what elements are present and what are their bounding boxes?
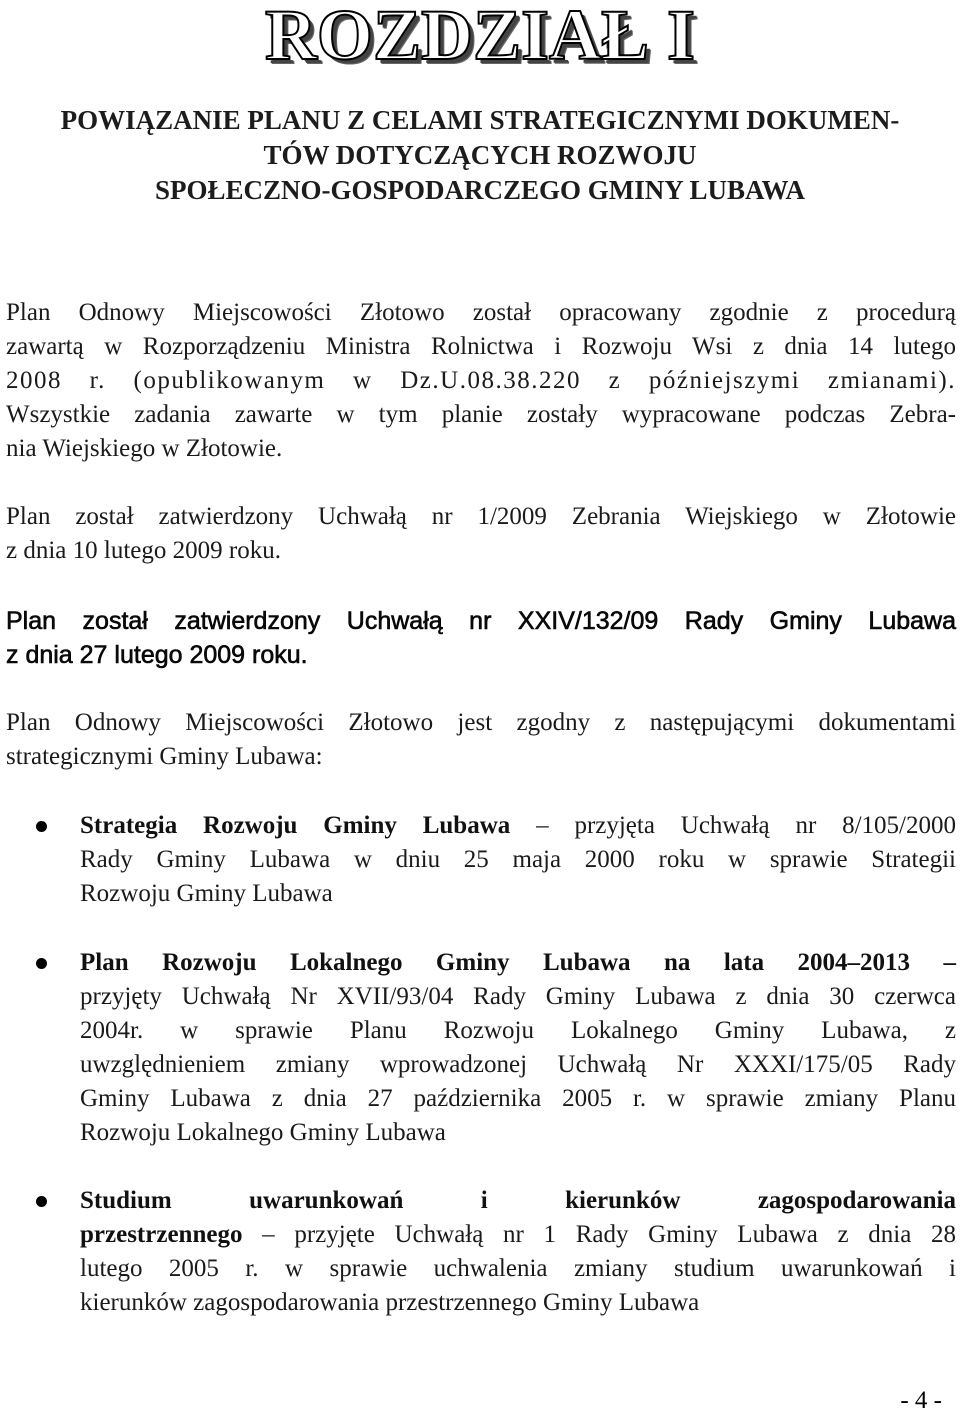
text-line: Plan został zatwierdzony Uchwałą nr XXIV/132/09 Rady Gminy Lubawa bbox=[6, 607, 956, 635]
text-line: przyjęty Uchwałą Nr XVII/93/04 Rady Gminy Lubawa z dnia 30 czerwca bbox=[80, 983, 956, 1010]
list-item-local-plan bbox=[80, 946, 956, 1150]
text-line: Plan Odnowy Miejscowości Złotowo został opracowany zgodnie z procedurą bbox=[6, 299, 956, 326]
page-number: - 4 - bbox=[900, 1387, 942, 1414]
subtitle-line: POWIĄZANIE PLANU Z CELAMI STRATEGICZNYMI DOKUMEN- bbox=[60, 105, 900, 135]
text-line: lutego 2005 r. w sprawie uchwalenia zmiany studium uwarunkowań i bbox=[80, 1255, 956, 1282]
text-line: strategicznymi Gminy Lubawa: bbox=[6, 743, 323, 770]
text-fragment: – przyjęta Uchwałą nr 8/105/2000 bbox=[536, 812, 956, 839]
text-line: Rady Gminy Lubawa w dniu 25 maja 2000 roku w sprawie Strategii bbox=[80, 846, 956, 873]
text-line: z dnia 27 lutego 2009 roku. bbox=[6, 641, 308, 669]
text-fragment: – przyjęte Uchwałą nr 1 Rady Gminy Lubawa z dnia 28 bbox=[262, 1221, 957, 1248]
document-name: Strategia Rozwoju Gminy Lubawa bbox=[80, 812, 511, 839]
text-line: Wszystkie zadania zawarte w tym planie zostały wypracowane podczas Zebra- bbox=[6, 401, 956, 428]
text-line: 2004r. w sprawie Planu Rozwoju Lokalnego Gminy Lubawa, z bbox=[80, 1017, 956, 1044]
text-line: Rozwoju Lokalnego Gminy Lubawa bbox=[80, 1119, 446, 1146]
paragraph-council-resolution bbox=[6, 604, 956, 672]
document-name: Plan Rozwoju Lokalnego Gminy Lubawa na lata 2004–2013 – bbox=[80, 949, 956, 976]
text-line: uwzględnieniem zmiany wprowadzonej Uchwałą Nr XXXI/175/05 Rady bbox=[80, 1051, 956, 1078]
section-subtitle bbox=[0, 103, 960, 208]
chapter-title: ROZDZIAŁ I bbox=[264, 0, 696, 75]
text-line: 2008 r. (opublikowanym w Dz.U.08.38.220 z późniejszymi zmianami). bbox=[6, 367, 956, 394]
text-line: Plan został zatwierdzony Uchwałą nr 1/2009 Zebrania Wiejskiego w Złotowie bbox=[6, 503, 956, 530]
text-line: nia Wiejskiego w Złotowie. bbox=[6, 435, 283, 462]
paragraph-plan-origin bbox=[6, 296, 956, 466]
text-line: kierunków zagospodarowania przestrzennego Gminy Lubawa bbox=[80, 1289, 700, 1316]
subtitle-line: TÓW DOTYCZĄCYCH ROZWOJU bbox=[263, 140, 697, 170]
text-line: Gminy Lubawa z dnia 27 października 2005 r. w sprawie zmiany Planu bbox=[80, 1085, 956, 1112]
document-name: przestrzennego bbox=[80, 1221, 243, 1248]
bullet-icon bbox=[36, 1196, 47, 1207]
bullet-icon bbox=[36, 958, 47, 969]
document-name: Studium uwarunkowań i kierunków zagospodarowania bbox=[80, 1187, 956, 1214]
bullet-icon bbox=[36, 821, 47, 832]
paragraph-village-resolution bbox=[6, 500, 956, 568]
text-line: zawartą w Rozporządzeniu Ministra Rolnictwa i Rozwoju Wsi z dnia 14 lutego bbox=[6, 333, 956, 360]
text-line: Plan Odnowy Miejscowości Złotowo jest zgodny z następującymi dokumentami bbox=[6, 709, 956, 736]
text-line: z dnia 10 lutego 2009 roku. bbox=[6, 537, 281, 564]
text-line: Rozwoju Gminy Lubawa bbox=[80, 880, 333, 907]
list-item-strategy bbox=[80, 809, 956, 911]
paragraph-compliance bbox=[6, 706, 956, 774]
list-item-study bbox=[80, 1184, 956, 1320]
subtitle-line: SPOŁECZNO-GOSPODARCZEGO GMINY LUBAWA bbox=[154, 175, 806, 205]
